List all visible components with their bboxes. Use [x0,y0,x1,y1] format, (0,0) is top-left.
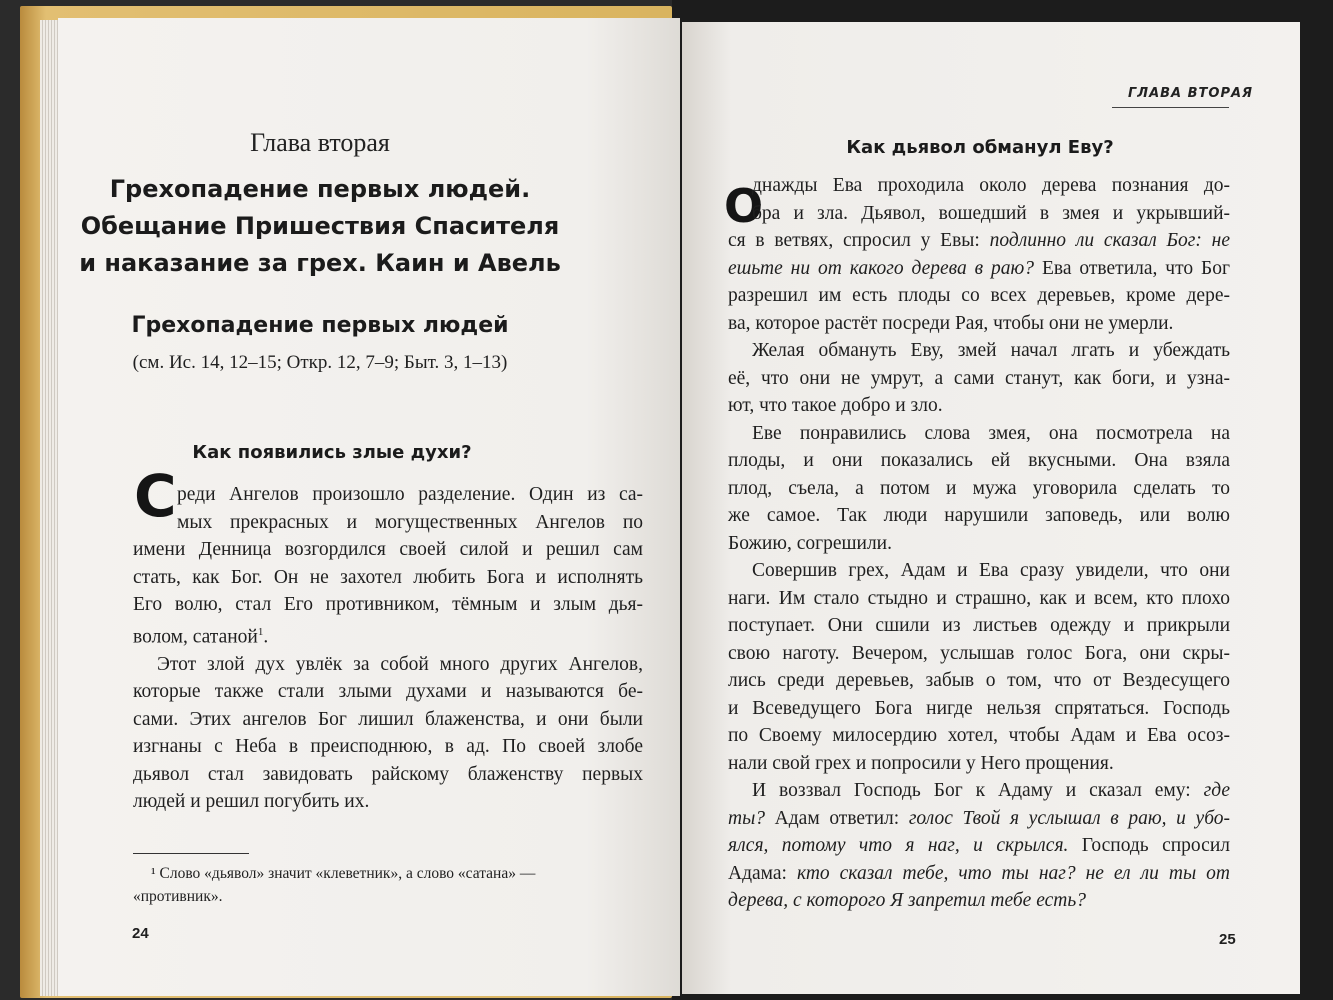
text-line: Еве понравились слова змея, она посмотрела на [752,422,1230,444]
text-line: ва, которое растёт посреди Рая, чтобы они не умерли. [728,312,1174,334]
text-line: имени Денница возгордился своей силой и решил сам [133,539,643,560]
text-line: же самое. Так люди нарушили заповедь, или волю [728,505,1230,526]
text-line: наги. Им стало стыдно и страшно, как и всем, кто плохо [728,587,1230,609]
text-line: плоды, и они показались ей вкусными. Она взяла [728,450,1230,471]
text-span: Адама: [728,862,797,884]
text-line: днажды Ева проходила около дерева познания до- [752,175,1230,196]
text-span: ся в ветвях, спросил у Евы: [728,230,990,251]
text-span: Ева ответила, что Бог [1034,257,1230,279]
chapter-title [58,171,582,282]
text-line: Этот злой дух увлёк за собой много других Ангелов, [157,653,643,675]
drop-cap-right: О [724,179,764,233]
page-number-left: 24 [132,925,149,942]
text-line: мых прекрасных и могущественных Ангелов по [177,511,643,533]
footnote-divider [133,853,249,854]
quote-span: голос Твой я услышал в раю, и убо- [908,807,1230,829]
text-line: стать, как Бог. Он не захотел любить Бога и исполнять [133,566,643,588]
quote-span: дерева, с которого Я запретил тебе есть? [728,890,1086,911]
drop-cap-left: С [134,462,177,530]
text-span: И воззвал Господь Бог к Адаму и сказал ему: [752,780,1204,801]
left-body-text [133,481,643,816]
chapter-title-line: Грехопадение первых людей. [109,175,531,203]
footnote-line: ¹ Слово «дьявол» значит «клеветник», а слово «сатана» — [151,865,536,882]
text-line: Желая обмануть Еву, змей начал лгать и убеждать [752,340,1230,361]
text-line: её, что они не умрут, а сами станут, как боги, и узна- [728,367,1230,389]
text-line: Его волю, стал Его противником, тёмным и злым дья- [133,594,643,615]
text-line [728,860,1230,888]
text-line [728,805,1230,833]
footnote-line: «противник». [133,888,223,905]
text-line: изгнаны с Неба в преисподнюю, в ад. По своей злобе [133,736,643,757]
quote-span: кто сказал тебе, что ты наг? не ел ли ты от [796,862,1230,884]
text-span: Адам ответил: [765,807,909,829]
text-line: которые также стали злыми духами и называются бе- [133,681,643,702]
text-line: свою наготу. Вечером, услышав голос Бога, они скры- [728,642,1230,664]
text-line [728,777,1230,805]
text-line: и Всеведущего Бога нигде нельзя спрятаться. Господь [728,697,1230,719]
text-line: Совершив грех, Адам и Ева сразу увидели, что они [752,560,1230,581]
text-line: дьявол стал завидовать райскому блаженству первых [133,763,643,785]
text-line [728,255,1230,283]
text-line: лись среди деревьев, забыв о том, что от Вездесущего [728,670,1230,691]
page-edges [40,20,60,996]
text-line: разрешил им есть плоды со всех деревьев, кроме дере- [728,285,1230,306]
running-head-rule [1112,107,1229,108]
text-line [728,832,1230,860]
chapter-label: Глава вторая [250,128,390,157]
page-number-right: 25 [1219,931,1236,948]
text-line [728,887,1230,915]
right-body-text [728,172,1230,915]
text-line: реди Ангелов произошло разделение. Один из са- [177,484,643,505]
text-line: поступает. Они сшили из листьев одежду и прикрыли [728,615,1230,636]
quote-span: ялся, потому что я наг, и скрылся. [728,835,1069,856]
text-line: ют, что такое добро и зло. [728,395,943,416]
text-span: Господь спросил [1068,835,1230,856]
text-span: волом, сатаной [133,626,258,647]
text-line: бра и зла. Дьявол, вошедший в змея и укрывший- [752,202,1230,224]
quote-span: подлинно ли сказал Бог: не [989,230,1230,251]
footnote-marker: 1 [257,625,264,638]
quote-span: ешьте ни от какого дерева в раю? [728,257,1035,279]
quote-span: ты? [728,807,766,829]
text-line: сами. Этих ангелов Бог лишил блаженства, и они были [133,708,643,730]
section-heading-left: Как появились злые духи? [192,442,472,463]
footnote [133,862,653,908]
text-line: волом, сатаной$^1$. [133,625,269,647]
chapter-title-line: Обещание Пришествия Спасителя [80,212,560,240]
running-head: ГЛАВА ВТОРАЯ [1128,86,1254,101]
text-line [728,227,1230,255]
text-line: по Своему милосердию хотел, чтобы Адам и Ева осоз- [728,725,1230,746]
text-line: Божию, согрешили. [728,532,892,554]
quote-span: где [1203,780,1230,801]
scripture-references: (см. Ис. 14, 12–15; Откр. 12, 7–9; Быт. 3, 1–13) [132,352,508,373]
section-heading-right: Как дьявол обманул Еву? [846,137,1114,158]
text-line: людей и решил погубить их. [133,791,370,812]
text-line: плод, съела, а потом и мужа уговорила сделать то [728,477,1230,499]
chapter-title-line: и наказание за грех. Каин и Авель [79,249,561,277]
section-title: Грехопадение первых людей [131,313,509,338]
text-line: нали свой грех и попросили у Него прощения. [728,752,1114,774]
